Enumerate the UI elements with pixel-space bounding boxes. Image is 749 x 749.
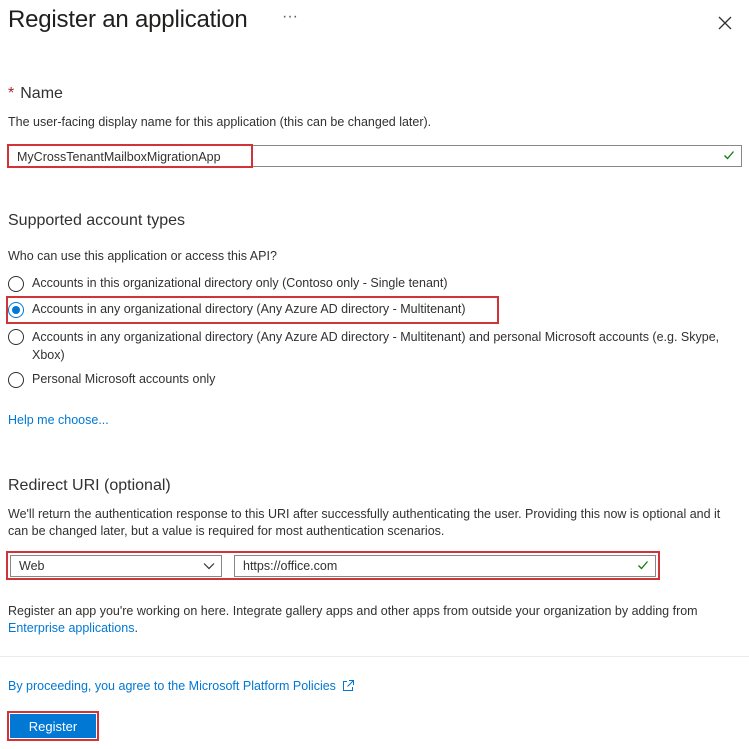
required-marker: *: [8, 85, 15, 102]
divider: [0, 656, 749, 657]
account-types-question: Who can use this application or access this API?: [8, 249, 277, 263]
name-input-value[interactable]: MyCrossTenantMailboxMigrationApp: [17, 150, 221, 164]
help-me-choose-link[interactable]: Help me choose...: [8, 413, 109, 427]
enterprise-applications-link[interactable]: Enterprise applications: [8, 621, 135, 635]
page-title: Register an application: [8, 6, 248, 33]
radio-button[interactable]: [8, 372, 24, 388]
checkmark-icon: [723, 149, 735, 161]
radio-label: Accounts in any organizational directory (Any Azure AD directory - Multitenant) and personal Microsoft accounts (e.g. Skype, Xbox): [32, 330, 720, 362]
radio-label: Accounts in any organizational directory (Any Azure AD directory - Multitenant): [32, 302, 466, 316]
platform-policies-link[interactable]: By proceeding, you agree to the Microsoft Platform Policies: [8, 679, 336, 693]
platform-select-value: Web: [19, 559, 45, 573]
radio-label: Personal Microsoft accounts only: [32, 372, 216, 386]
radio-multitenant[interactable]: [8, 302, 728, 318]
name-label-row: [8, 85, 63, 103]
platform-select[interactable]: [10, 555, 222, 577]
register-info-text: Register an app you're working on here. Integrate gallery apps and other apps from outside your organization by adding from: [8, 604, 698, 618]
radio-button[interactable]: [8, 329, 24, 345]
chevron-down-icon: [203, 561, 215, 571]
register-info-suffix: .: [134, 621, 138, 635]
name-description: The user-facing display name for this application (this can be changed later).: [8, 115, 432, 129]
radio-single-tenant[interactable]: [8, 276, 728, 292]
radio-button-selected[interactable]: [8, 302, 24, 318]
redirect-uri-value: https://office.com: [243, 559, 338, 573]
redirect-description: We'll return the authentication response to this URI after successfully authenticating the user. Providing this now is optional and it can be changed later, but a value is required for most authentication scenarios.: [8, 507, 721, 538]
register-button[interactable]: Register: [10, 714, 96, 738]
radio-multitenant-personal[interactable]: [8, 328, 738, 364]
redirect-uri-input[interactable]: [234, 555, 656, 577]
platform-policies-row[interactable]: [8, 679, 355, 693]
register-info: [8, 603, 738, 637]
redirect-heading: Redirect URI (optional): [8, 477, 171, 494]
checkmark-icon: [637, 559, 649, 571]
radio-label: Accounts in this organizational directory only (Contoso only - Single tenant): [32, 276, 448, 290]
account-types-heading: Supported account types: [8, 212, 186, 229]
radio-personal-only[interactable]: [8, 372, 728, 388]
close-icon[interactable]: [712, 10, 738, 36]
external-link-icon: [341, 679, 355, 693]
name-label: Name: [20, 85, 63, 102]
radio-button[interactable]: [8, 276, 24, 292]
ellipsis-icon[interactable]: ···: [282, 8, 298, 25]
